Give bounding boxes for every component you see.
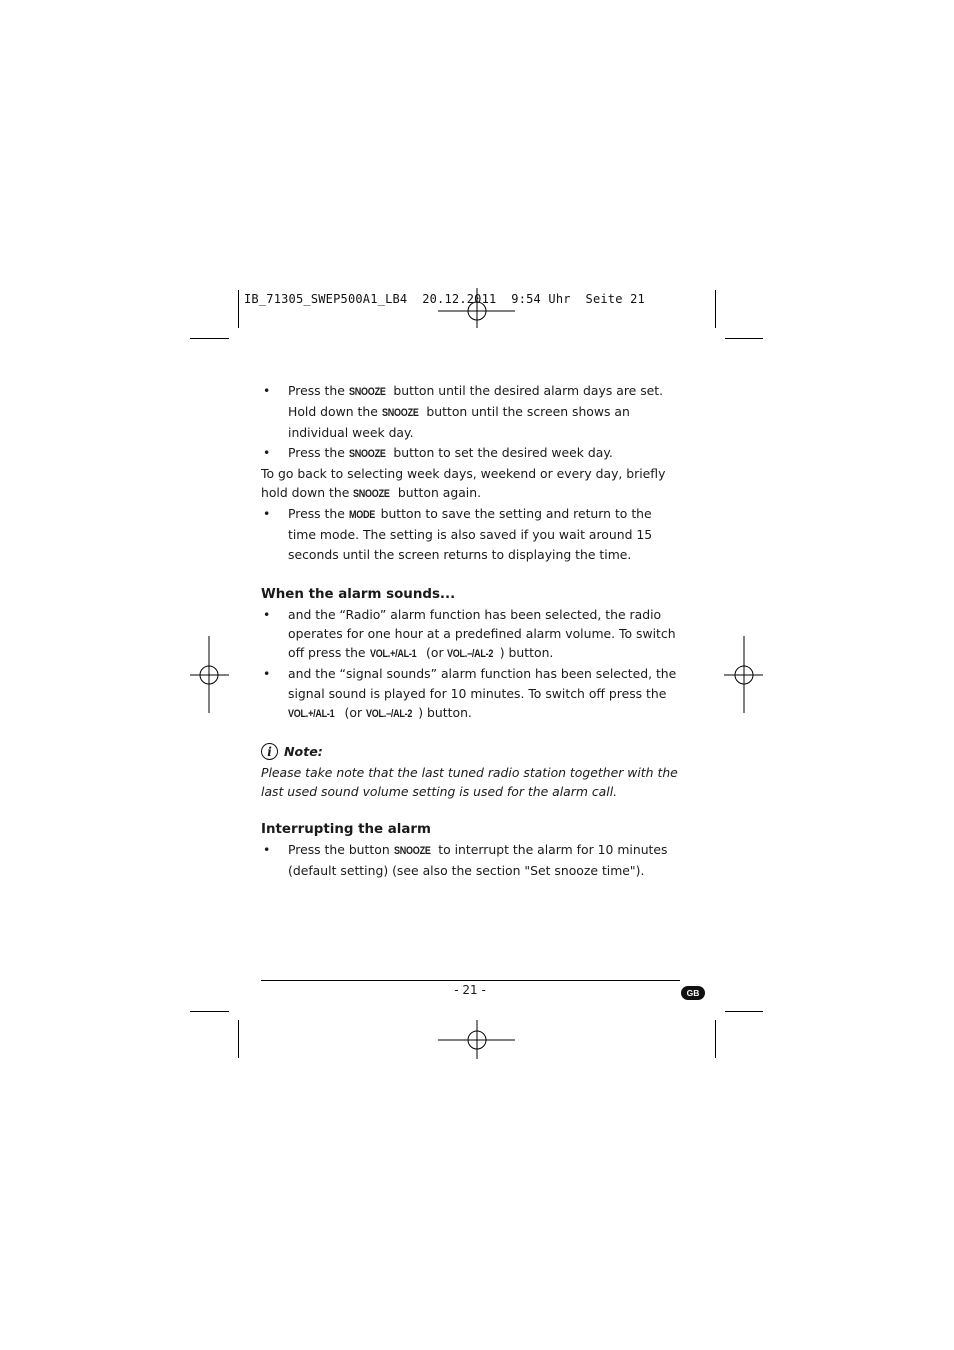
text: ) button. xyxy=(418,704,472,720)
page-content xyxy=(261,381,681,880)
bullet-signal-alarm xyxy=(261,664,681,724)
key-label: VOL.–/AL-2 xyxy=(365,707,413,720)
text: Press the xyxy=(288,506,349,522)
bullet-glyph: • xyxy=(263,666,271,682)
text: button to set the desired week day. xyxy=(389,444,613,460)
text: (or xyxy=(422,645,448,661)
key-label: MODE xyxy=(348,509,375,522)
key-label: SNOOZE xyxy=(348,386,386,398)
footer-rule xyxy=(261,980,680,981)
bullet-snooze-weekday xyxy=(261,443,681,464)
text: ) button. xyxy=(499,645,554,661)
text: To go back to selecting week days, weekend or every day, briefly hold down the xyxy=(261,465,666,501)
info-icon: i xyxy=(261,743,278,760)
key-label: SNOOZE xyxy=(348,447,386,460)
key-label: VOL.+/AL-1 xyxy=(288,707,335,720)
text: Press the xyxy=(288,444,349,460)
bullet-radio-alarm xyxy=(261,605,681,665)
bullet-glyph: • xyxy=(263,383,271,398)
page-number: - 21 - xyxy=(454,983,486,997)
key-label: SNOOZE xyxy=(353,488,390,501)
paragraph-go-back xyxy=(261,464,681,504)
note-heading xyxy=(261,743,681,760)
text: to interrupt the alarm for 10 minutes (default setting) (see also the section "Set snooze time"). xyxy=(288,842,668,879)
text: button until the desired alarm days are set. Hold down the xyxy=(288,383,664,420)
bullet-glyph: • xyxy=(263,506,271,522)
heading-alarm-sounds: When the alarm sounds... xyxy=(261,586,456,602)
note-text: Please take note that the last tuned radio station together with the last used sound volume setting is used for the alarm call. xyxy=(261,765,678,799)
text: Press the button xyxy=(288,842,394,858)
heading-interrupting: Interrupting the alarm xyxy=(261,822,431,838)
key-label: VOL.+/AL-1 xyxy=(369,648,416,661)
bullet-glyph: • xyxy=(263,606,271,622)
key-label: VOL.–/AL-2 xyxy=(447,648,494,661)
key-label: SNOOZE xyxy=(381,407,419,420)
language-badge: GB xyxy=(681,986,705,1000)
bullet-mode-save xyxy=(261,504,681,564)
print-slug: IB_71305_SWEP500A1_LB4 20.12.2011 9:54 Uhr Seite 21 xyxy=(244,292,645,306)
key-label: SNOOZE xyxy=(393,845,431,858)
text: Press the xyxy=(288,383,349,398)
text: and the “signal sounds” alarm function has been selected, the signal sound is played for 10 minutes. To switch off press the xyxy=(288,666,677,701)
note-label: Note: xyxy=(284,744,323,760)
text: button to save the setting and return to the time mode. The setting is also saved if you wait around 15 seconds until the screen returns to displaying the time. xyxy=(288,506,653,562)
text: button until the screen shows an individual week day. xyxy=(288,404,630,441)
text: button again. xyxy=(393,485,482,501)
bullet-snooze-days xyxy=(261,381,681,443)
bullet-interrupt-snooze xyxy=(261,840,681,880)
bullet-glyph: • xyxy=(263,444,271,460)
text: (or xyxy=(340,704,366,720)
bullet-glyph: • xyxy=(263,842,271,858)
text: and the “Radio” alarm function has been selected, the radio operates for one hour at a predefined alarm volume. To switch off press the xyxy=(288,606,676,661)
